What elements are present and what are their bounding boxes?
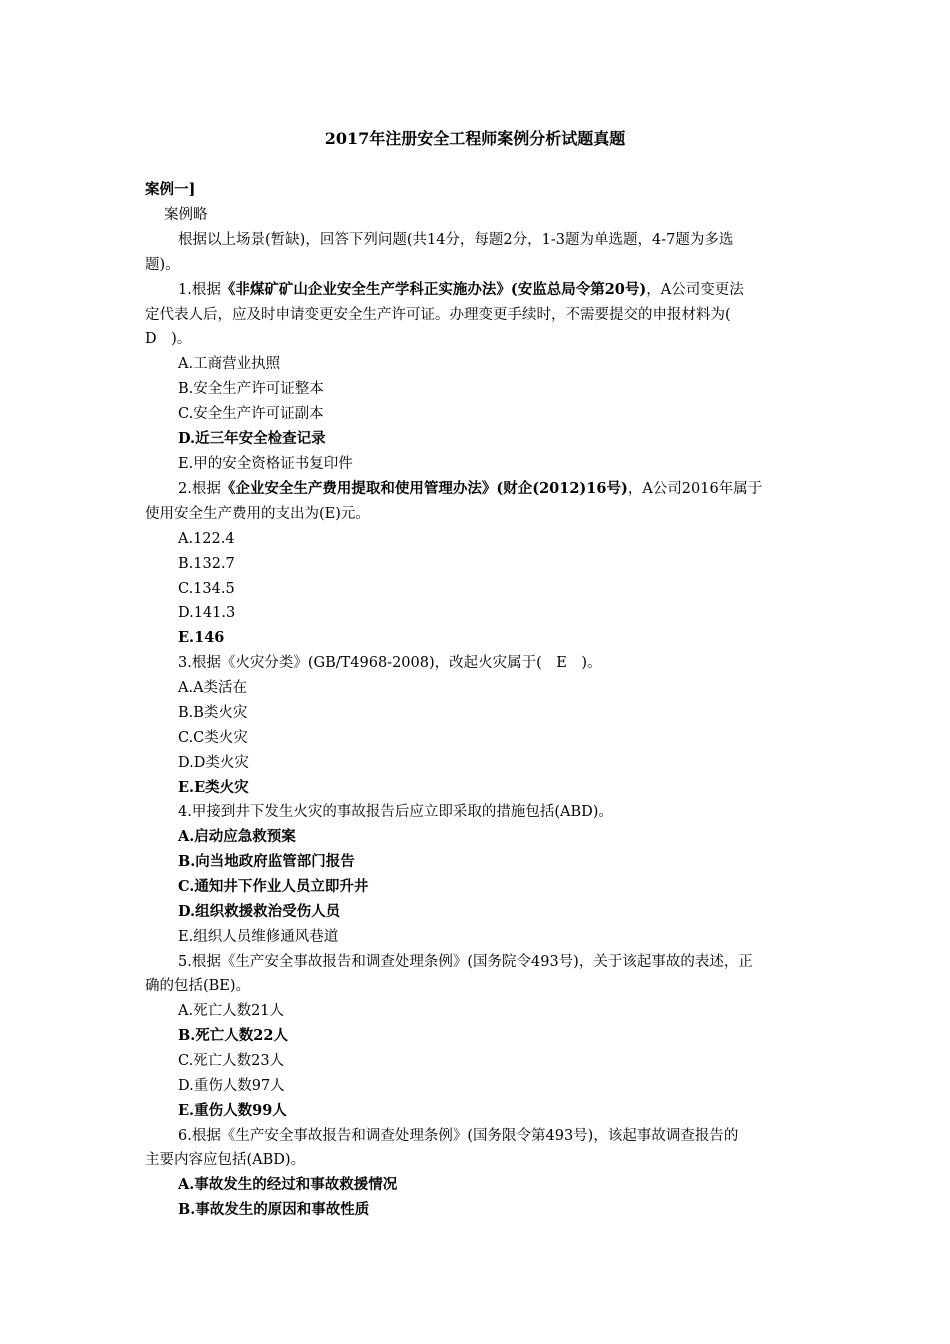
question-2-option-d: D.141.3	[178, 605, 236, 621]
question-1-text: ，A公司变更法	[646, 282, 744, 298]
question-3-option-e: E.E类火灾	[178, 779, 249, 796]
question-5-option-a: A.死亡人数21人	[178, 1003, 285, 1019]
question-5-option-c: C.死亡人数23人	[178, 1053, 285, 1069]
question-1-option-a: A.工商营业执照	[178, 356, 281, 372]
question-6: 6.根据《生产安全事故报告和调查处理条例》(国务限令第493号)，该起事故调查报告的	[178, 1128, 739, 1144]
question-2-option-b: B.132.7	[178, 556, 235, 572]
question-6-option-b: B.事故发生的原因和事故性质	[178, 1201, 370, 1218]
question-5-option-d: D.重伤人数97人	[178, 1078, 285, 1094]
question-6-option-a: A.事故发生的经过和事故救援情况	[178, 1176, 398, 1193]
question-4-option-d: D.组织救援救治受伤人员	[178, 903, 341, 920]
question-1-cont: 定代表人后，应及时申请变更安全生产许可证。办理变更手续时，不需要提交的申报材料为(	[145, 307, 731, 323]
question-4-option-c: C.通知井下作业人员立即升井	[178, 878, 369, 895]
question-2-option-c: C.134.5	[178, 581, 235, 597]
question-4-option-a: A.启动应急救预案	[178, 828, 296, 845]
question-1-answer: D )。	[145, 331, 192, 347]
question-3-option-b: B.B类火灾	[178, 705, 248, 721]
question-2-option-e: E.146	[178, 629, 225, 646]
case-omitted-note: 案例略	[164, 207, 208, 223]
intro-text-cont: 题)。	[145, 257, 180, 273]
question-2-reference: 《企业安全生产费用提取和使用管理办法》(财企(2012)16号)	[220, 480, 628, 497]
question-1-option-b: B.安全生产许可证整本	[178, 381, 324, 397]
question-1-option-e: E.甲的安全资格证书复印件	[178, 456, 353, 472]
question-6-cont: 主要内容应包括(ABD)。	[145, 1152, 306, 1168]
question-4-option-e: E.组织人员维修通风巷道	[178, 929, 339, 945]
question-5-option-e: E.重伤人数99人	[178, 1102, 287, 1119]
question-1-reference: 《非煤矿矿山企业安全生产学科正实施办法》(安监总局令第20号)	[220, 281, 647, 298]
question-5-cont: 确的包括(BE)。	[145, 978, 251, 994]
question-2-text: ，A公司2016年属于	[627, 481, 763, 497]
case-heading: 案例一]	[145, 181, 196, 198]
question-4: 4.甲接到井下发生火灾的事故报告后应立即采取的措施包括(ABD)。	[178, 804, 613, 820]
question-3-option-a: A.A类活在	[178, 680, 248, 696]
question-3-option-d: D.D类火灾	[178, 755, 249, 771]
question-2-cont: 使用安全生产费用的支出为(E)元。	[145, 506, 370, 522]
question-2	[178, 479, 762, 499]
question-5-option-b: B.死亡人数22人	[178, 1027, 288, 1044]
question-2-number: 2.根据	[178, 481, 221, 497]
intro-text: 根据以上场景(暂缺)，回答下列问题(共14分，每题2分，1-3题为单选题，4-7题为多选	[178, 232, 734, 248]
question-1-option-c: C.安全生产许可证副本	[178, 406, 324, 422]
question-1	[178, 280, 744, 300]
question-5: 5.根据《生产安全事故报告和调查处理条例》(国务院令493号)，关于该起事故的表述，正	[178, 954, 753, 970]
question-2-option-a: A.122.4	[178, 531, 235, 547]
question-3-option-c: C.C类火灾	[178, 730, 248, 746]
question-1-number: 1.根据	[178, 282, 221, 298]
question-4-option-b: B.向当地政府监管部门报告	[178, 853, 355, 870]
question-3: 3.根据《火灾分类》(GB/T4968-2008)，改起火灾属于( E )。	[178, 655, 602, 671]
question-1-option-d: D.近三年安全检查记录	[178, 430, 326, 447]
page-title: 2017年注册安全工程师案例分析试题真题	[324, 129, 626, 148]
